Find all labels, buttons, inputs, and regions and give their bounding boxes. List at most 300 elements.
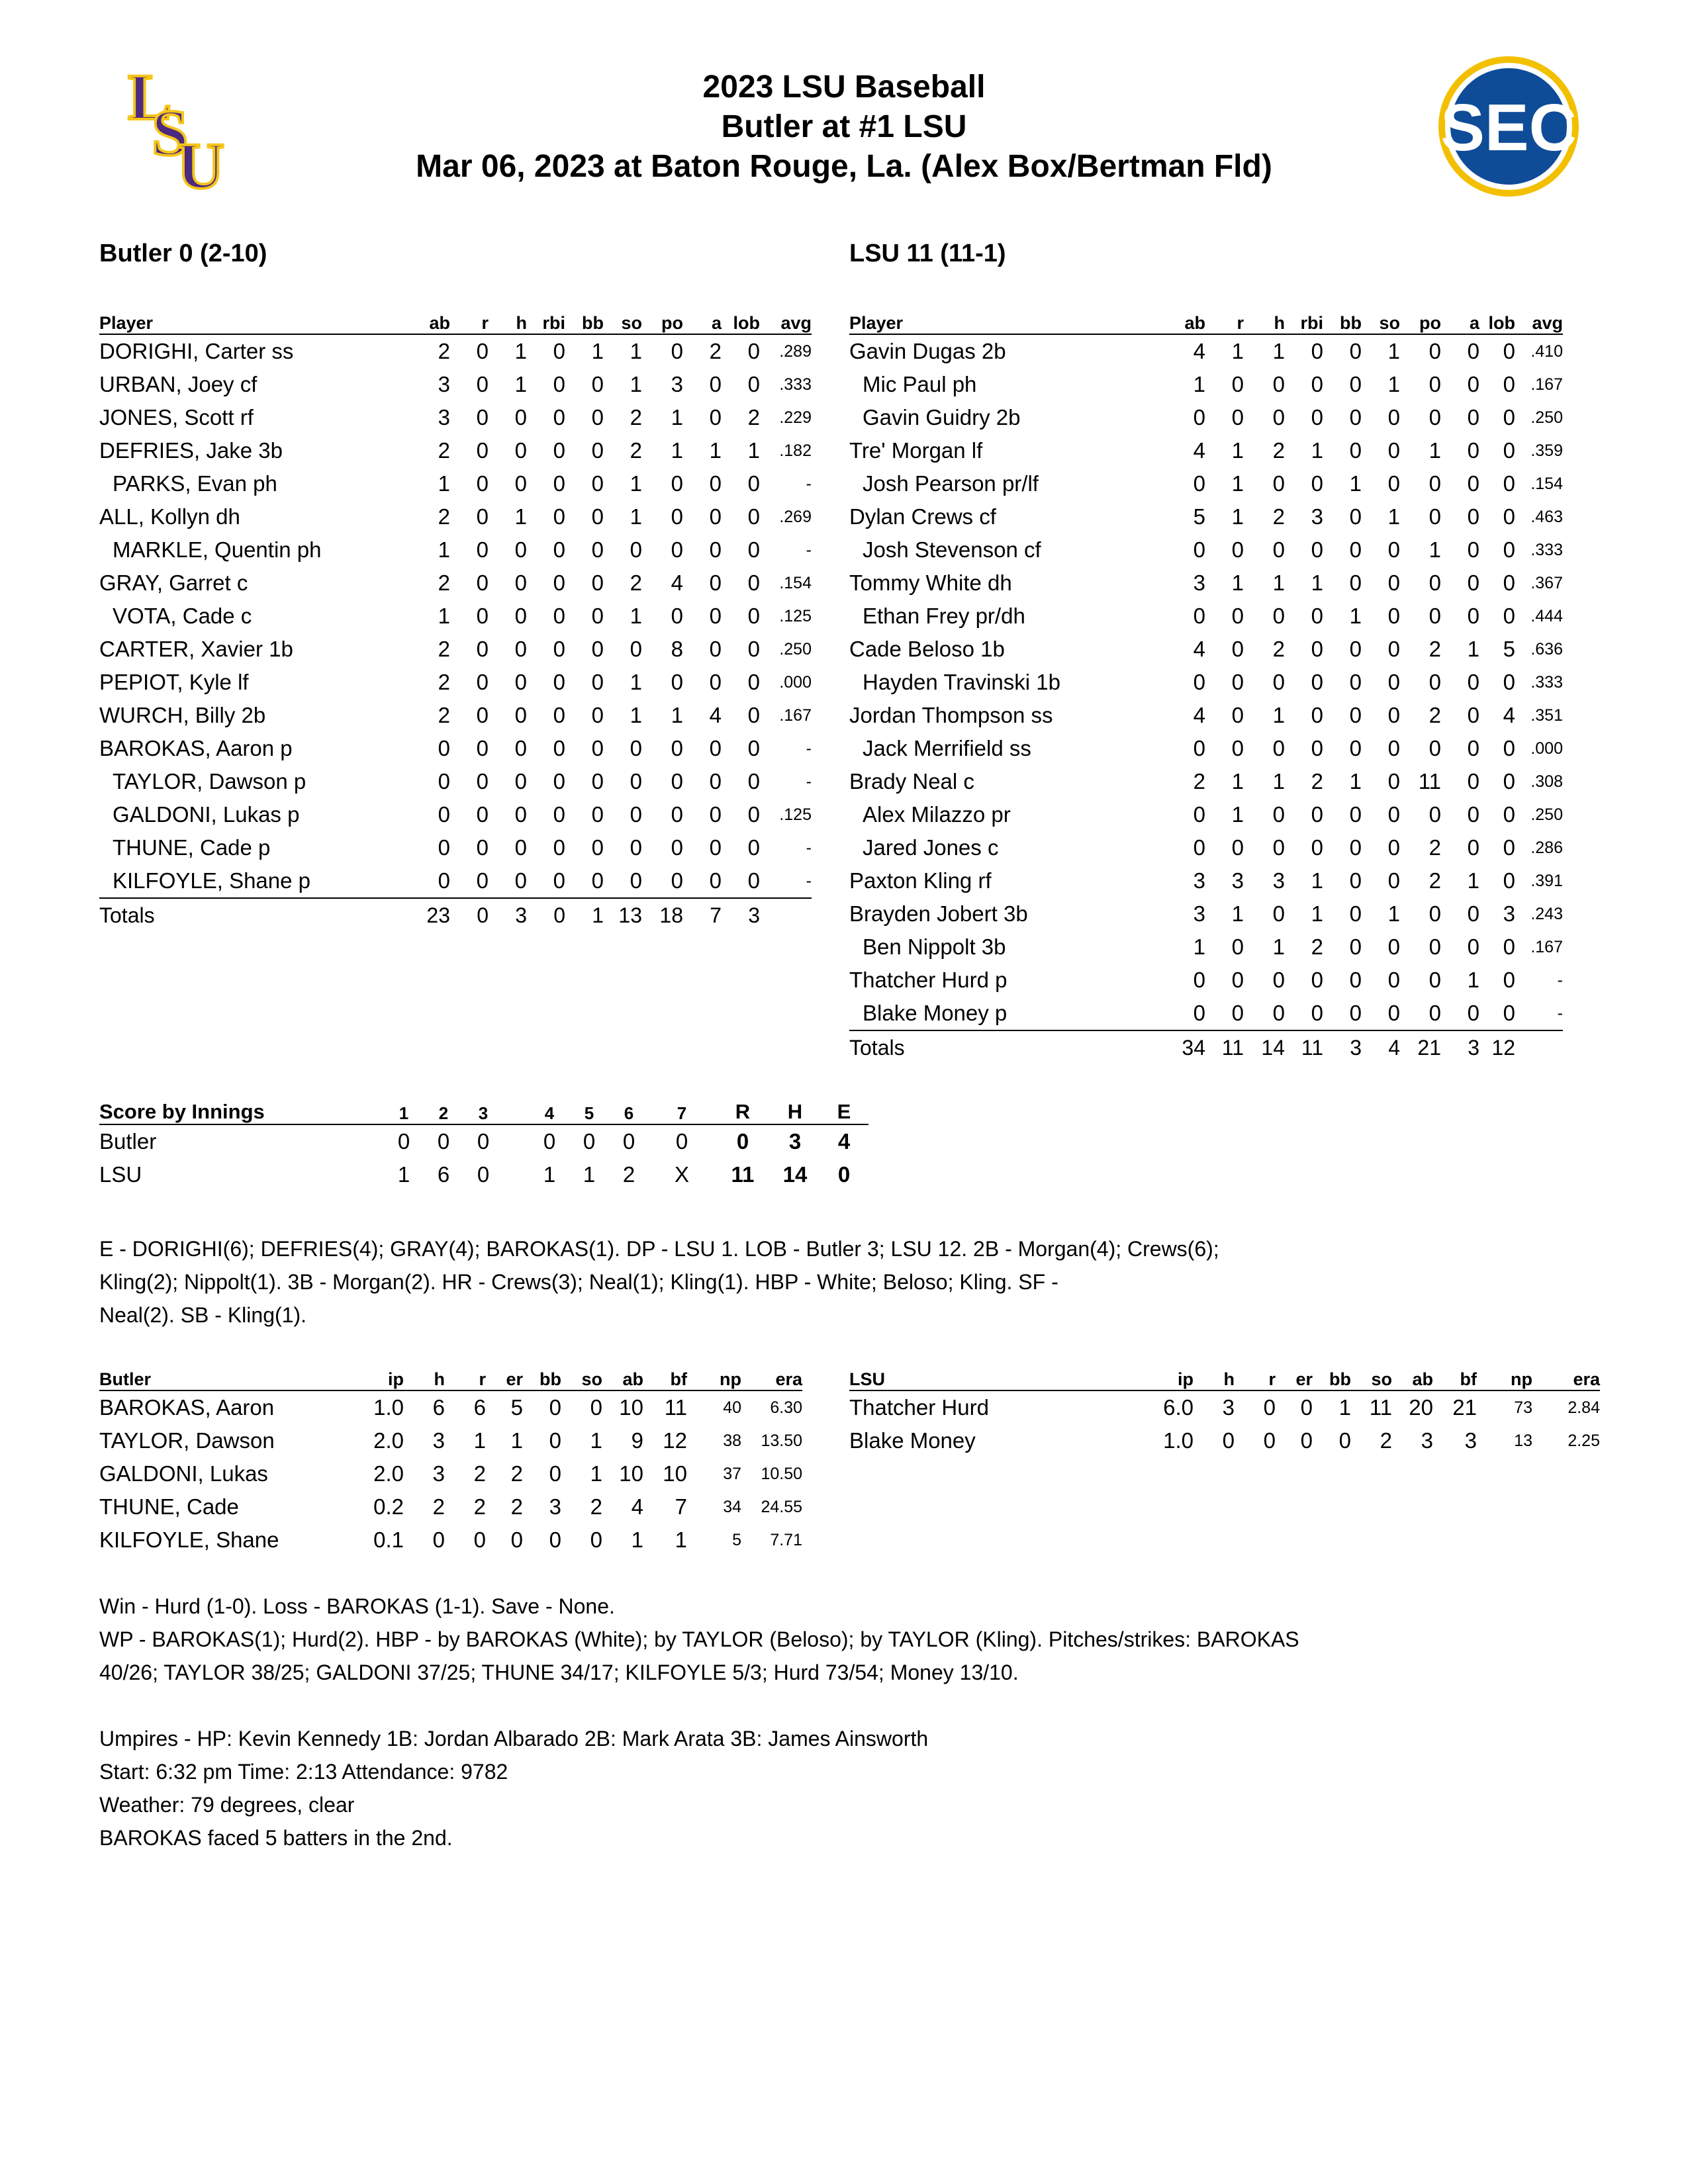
stat-cell: 2 [438, 570, 450, 595]
stat-cell: 3 [1464, 1428, 1477, 1453]
stat-cell: 0 [1429, 339, 1441, 363]
stat-cell: 0 [510, 1527, 523, 1552]
stat-cell: 1 [1272, 703, 1285, 727]
stat-cell: 0 [438, 769, 450, 794]
svg-text:S: S [152, 96, 189, 169]
stat-cell: 2 [630, 438, 642, 463]
stat-cell: 0 [476, 438, 489, 463]
stat-cell: 0 [591, 637, 604, 661]
stat-cell: 0 [476, 802, 489, 827]
stat-cell: 1 [590, 1428, 602, 1453]
stat-cell: 0 [438, 802, 450, 827]
stat-cell: 2.25 [1568, 1431, 1600, 1450]
stat-cell: 37 [723, 1464, 741, 1483]
butler-pitching-header [99, 1367, 802, 1390]
pitcher-name: KILFOYLE, Shane [99, 1527, 279, 1552]
stat-cell: 10.50 [761, 1464, 802, 1483]
stat-cell: 0 [709, 736, 722, 760]
player-row [99, 500, 812, 533]
stat-cell: 3 [1231, 868, 1244, 893]
stat-cell: 0.2 [373, 1494, 404, 1519]
stat-cell: 0 [1429, 968, 1441, 992]
stat-cell: 0 [553, 570, 565, 595]
stat-cell: 0 [553, 670, 565, 694]
column-header: np [687, 1367, 741, 1390]
stat-cell: 0 [476, 471, 489, 496]
stat-cell: 0 [709, 537, 722, 562]
stat-cell: 0 [1349, 901, 1362, 926]
stat-cell: 2 [510, 1461, 523, 1486]
stat-cell: 0 [591, 670, 604, 694]
column-header: era [1532, 1367, 1600, 1390]
player-row [99, 864, 812, 898]
stat-cell: 0 [1479, 997, 1515, 1030]
player-name: Gavin Guidry 2b [863, 405, 1021, 430]
player-row [849, 864, 1563, 897]
pitcher-name: BAROKAS, Aaron [99, 1395, 275, 1420]
stat-cell: 1 [671, 703, 683, 727]
player-row [849, 699, 1563, 732]
stat-cell: 0 [1349, 802, 1362, 827]
stat-cell: 0 [1503, 604, 1515, 628]
stat-cell: 0 [671, 736, 683, 760]
column-header: so [561, 1367, 602, 1390]
totals-label: Totals [849, 1035, 905, 1060]
stat-cell: 0 [1263, 1428, 1276, 1453]
stat-cell: 0 [709, 637, 722, 661]
stat-cell: 0 [1349, 934, 1362, 959]
stat-cell: 0 [1387, 736, 1400, 760]
stat-cell: 0 [709, 769, 722, 794]
stat-cell: 0 [671, 504, 683, 529]
player-row [849, 434, 1563, 467]
score-row-butler [99, 1124, 868, 1158]
player-name: URBAN, Joey cf [99, 372, 258, 396]
stat-cell: 7 [675, 1494, 687, 1519]
stat-cell: 0 [553, 438, 565, 463]
stat-cell: 3 [432, 1461, 445, 1486]
player-name: Gavin Dugas 2b [849, 339, 1006, 363]
player-name: Tommy White dh [849, 570, 1012, 595]
stat-cell: 0 [476, 570, 489, 595]
stat-cell: 0 [1387, 802, 1400, 827]
stat-cell: 1 [1349, 471, 1362, 496]
stat-cell: 0 [476, 769, 489, 794]
player-name: WURCH, Billy 2b [99, 703, 266, 727]
stat-cell: 0 [1467, 471, 1479, 496]
stat-cell: 0 [553, 405, 565, 430]
stat-cell: 2 [1429, 868, 1441, 893]
stat-cell: 0 [709, 405, 722, 430]
stat-cell: 0 [747, 537, 760, 562]
stat-cell: 2 [1429, 637, 1441, 661]
stat-cell: .167 [1530, 375, 1563, 394]
player-name: JONES, Scott rf [99, 405, 254, 430]
totals-cell: 13 [618, 903, 642, 927]
stat-cell: 0 [553, 802, 565, 827]
stat-cell: 0 [1429, 604, 1441, 628]
stat-cell: 0 [514, 471, 527, 496]
player-row [99, 467, 812, 500]
column-header: era [741, 1367, 802, 1390]
stat-cell: 0 [514, 637, 527, 661]
player-row [849, 401, 1563, 434]
stat-cell: 2.84 [1568, 1398, 1600, 1417]
stat-cell: 1 [1387, 504, 1400, 529]
stat-cell: 2 [1272, 637, 1285, 661]
stat-cell: 0 [1429, 570, 1441, 595]
stat-cell: 0 [1503, 339, 1515, 363]
stat-cell: 0 [1387, 670, 1400, 694]
player-name: VOTA, Cade c [113, 604, 252, 628]
stat-cell: .243 [1530, 904, 1563, 923]
stat-cell: 0 [747, 570, 760, 595]
stat-cell: 1.0 [373, 1395, 404, 1420]
stat-cell: 0 [1467, 438, 1479, 463]
stat-cell: 0 [1160, 997, 1205, 1030]
errors-header: E [820, 1096, 868, 1124]
stat-cell: 0 [1429, 471, 1441, 496]
stat-cell: 13 [1514, 1431, 1532, 1450]
stat-cell: 2.0 [373, 1461, 404, 1486]
stat-cell: .269 [779, 507, 812, 526]
pitcher-row [99, 1490, 802, 1524]
inning-score: 0 [477, 1129, 490, 1154]
stat-cell: 0 [630, 835, 642, 860]
column-header: h [489, 311, 527, 334]
stat-cell: 0 [1400, 997, 1441, 1030]
stat-cell: 10 [619, 1395, 643, 1420]
stat-cell: 5 [732, 1530, 741, 1549]
player-row [849, 368, 1563, 401]
stat-cell: 0 [1467, 703, 1479, 727]
player-name: GALDONI, Lukas p [113, 802, 300, 827]
stat-cell: 0 [591, 438, 604, 463]
inning-1-header: 1 [384, 1096, 424, 1124]
stat-cell: 9 [631, 1428, 643, 1453]
player-row [99, 401, 812, 434]
stat-cell: 0 [476, 405, 489, 430]
stat-cell: 3 [1193, 901, 1205, 926]
stat-cell: .250 [1530, 408, 1563, 427]
stat-cell: 1 [1387, 901, 1400, 926]
stat-cell: 0 [1272, 405, 1285, 430]
stat-cell: 3 [1222, 1395, 1235, 1420]
stat-cell: 0 [1311, 372, 1323, 396]
stat-cell: 0 [709, 471, 722, 496]
stat-cell: 12 [663, 1428, 687, 1453]
player-row [849, 964, 1563, 997]
stat-cell: 0 [1193, 736, 1205, 760]
stat-cell: 3 [1503, 901, 1515, 926]
stat-cell: 1 [1231, 471, 1244, 496]
column-header: bb [523, 1367, 561, 1390]
stat-cell: 5 [1193, 504, 1205, 529]
stat-cell: 0 [1429, 901, 1441, 926]
player-row [99, 600, 812, 633]
player-row [99, 633, 812, 666]
player-row [849, 798, 1563, 831]
stat-cell: 4 [1193, 703, 1205, 727]
stat-cell: 0 [1387, 570, 1400, 595]
column-header: lob [1479, 311, 1515, 334]
player-row [849, 931, 1563, 964]
stat-cell: 0 [1193, 471, 1205, 496]
stat-cell: .333 [779, 375, 812, 394]
stat-cell: 1 [1387, 372, 1400, 396]
stat-cell: - [806, 838, 812, 857]
player-name: Ethan Frey pr/dh [863, 604, 1025, 628]
stat-cell: 0 [747, 703, 760, 727]
stat-cell: 0 [747, 802, 760, 827]
stat-cell: .351 [1530, 705, 1563, 725]
stat-cell: 0 [476, 372, 489, 396]
stat-cell: 0 [1231, 968, 1244, 992]
stat-cell: 2 [1380, 1428, 1392, 1453]
stat-cell: 1 [1231, 570, 1244, 595]
stat-cell: 0 [553, 769, 565, 794]
stat-cell: 0 [1349, 835, 1362, 860]
stat-cell: 21 [1452, 1395, 1477, 1420]
stat-cell: 0 [1272, 901, 1285, 926]
stat-cell: 1 [747, 438, 760, 463]
totals-cell: 7 [710, 903, 722, 927]
stat-cell: 0 [1272, 372, 1285, 396]
stat-cell: .286 [1530, 838, 1563, 857]
totals-cell: 23 [426, 903, 450, 927]
stat-cell: 0 [1311, 339, 1323, 363]
stat-cell: 5 [1503, 637, 1515, 661]
footnote-line: BAROKAS faced 5 batters in the 2nd. [99, 1826, 453, 1850]
stat-cell: 0 [1222, 1428, 1235, 1453]
player-row [849, 831, 1563, 864]
stat-cell: 0 [476, 339, 489, 363]
stat-cell: .391 [1530, 871, 1563, 890]
stat-cell: .463 [1530, 507, 1563, 526]
totals-row [849, 1030, 1563, 1064]
stat-cell: .000 [779, 672, 812, 692]
inning-6-header: 6 [609, 1096, 649, 1124]
stat-cell: 0 [1231, 670, 1244, 694]
stat-cell: 1 [1387, 339, 1400, 363]
inning-7-header: 7 [649, 1096, 715, 1124]
stat-cell: 1 [1349, 604, 1362, 628]
column-header: ab [1160, 311, 1205, 334]
player-name: KILFOYLE, Shane p [99, 864, 404, 898]
butler-batting-table [99, 311, 812, 932]
stat-cell: .250 [779, 639, 812, 659]
stat-cell: 1 [1272, 934, 1285, 959]
column-header: Player [849, 311, 1160, 334]
pitcher-row [99, 1457, 802, 1490]
stat-cell: 0 [604, 864, 642, 898]
stat-cell: 0 [476, 637, 489, 661]
stat-cell: 0 [438, 736, 450, 760]
column-header: r [1205, 311, 1244, 334]
stat-cell: 0 [514, 570, 527, 595]
player-row [99, 567, 812, 600]
stat-cell: 1 [630, 372, 642, 396]
player-name: THUNE, Cade p [113, 835, 271, 860]
player-row [849, 732, 1563, 765]
stat-cell: 0 [747, 670, 760, 694]
stat-cell: 0 [1193, 537, 1205, 562]
inning-4-header: 4 [530, 1096, 569, 1124]
stat-cell: 0 [549, 1461, 561, 1486]
player-row [99, 765, 812, 798]
player-name: Mic Paul ph [863, 372, 977, 396]
stat-cell: 11 [1418, 769, 1441, 794]
column-header: lob [722, 311, 760, 334]
stat-cell: 0 [1311, 604, 1323, 628]
stat-cell: 0 [591, 835, 604, 860]
stat-cell: 0 [642, 864, 683, 898]
stat-cell: 0 [553, 504, 565, 529]
stat-cell: 0 [438, 835, 450, 860]
column-header: er [486, 1367, 523, 1390]
stat-cell: 0 [553, 637, 565, 661]
stat-cell: 0 [1467, 604, 1479, 628]
stat-cell: 0 [476, 835, 489, 860]
stat-cell: - [806, 772, 812, 791]
stat-cell: 6.0 [1163, 1395, 1194, 1420]
stat-cell: 0 [1338, 1428, 1351, 1453]
inning-score: 1 [543, 1162, 556, 1187]
stat-cell: 0 [591, 604, 604, 628]
stat-cell: 1 [630, 604, 642, 628]
stat-cell: 0 [1231, 703, 1244, 727]
score-team: LSU [99, 1162, 142, 1187]
stat-cell: 0 [1231, 405, 1244, 430]
column-header: h [1244, 311, 1285, 334]
stat-cell: 0 [1311, 405, 1323, 430]
stat-cell: 0 [747, 604, 760, 628]
stat-cell: 2 [510, 1494, 523, 1519]
weather-line: Weather: 79 degrees, clear [99, 1793, 355, 1817]
stat-cell: 0 [1429, 504, 1441, 529]
stat-cell: 0 [1503, 405, 1515, 430]
inning-score: 0 [543, 1129, 556, 1154]
stat-cell: .167 [779, 705, 812, 725]
stat-cell: 1 [1467, 868, 1479, 893]
stat-cell: 0 [476, 703, 489, 727]
inning-score: 6 [437, 1162, 450, 1187]
stat-cell: 0 [1349, 637, 1362, 661]
player-name: Brayden Jobert 3b [849, 901, 1028, 926]
hits-total: 14 [782, 1162, 808, 1187]
stat-cell: 1 [1272, 570, 1285, 595]
stat-cell: 1 [630, 504, 642, 529]
stat-cell: .333 [1530, 672, 1563, 692]
stat-cell: 0 [1231, 835, 1244, 860]
column-header: np [1477, 1367, 1532, 1390]
stat-cell: .154 [1530, 474, 1563, 493]
stat-cell: 0 [565, 864, 604, 898]
stat-cell: .359 [1530, 441, 1563, 460]
inning-2-header: 2 [424, 1096, 463, 1124]
stat-cell: 40 [723, 1398, 741, 1417]
player-name: DEFRIES, Jake 3b [99, 438, 283, 463]
stat-cell: 0 [1349, 537, 1362, 562]
stat-cell: 0 [514, 769, 527, 794]
stat-cell: 2 [438, 438, 450, 463]
column-header: bb [1313, 1367, 1351, 1390]
inning-score: 1 [583, 1162, 596, 1187]
stat-cell: 0 [549, 1428, 561, 1453]
player-row [849, 567, 1563, 600]
svg-text:U: U [177, 129, 225, 191]
stat-cell: 3 [1193, 868, 1205, 893]
stat-cell: 0 [1311, 670, 1323, 694]
stat-cell: 1 [671, 405, 683, 430]
stat-cell: .308 [1530, 772, 1563, 791]
player-name: Josh Pearson pr/lf [863, 471, 1039, 496]
stat-cell: 0 [1272, 736, 1285, 760]
stat-cell: 3 [438, 372, 450, 396]
stat-cell: 0 [1311, 703, 1323, 727]
stat-cell: 0 [1387, 769, 1400, 794]
stat-cell: 0 [591, 504, 604, 529]
stat-cell: 0 [671, 604, 683, 628]
stat-cell: 2 [438, 637, 450, 661]
stat-cell: 2 [1429, 703, 1441, 727]
stat-cell: 0 [1467, 537, 1479, 562]
stat-cell: 0 [709, 670, 722, 694]
stat-cell: 1 [1311, 570, 1323, 595]
stat-cell: 4 [1503, 703, 1515, 727]
stat-cell: 0 [473, 1527, 486, 1552]
stat-cell: 1 [1429, 537, 1441, 562]
pitcher-row [99, 1524, 802, 1557]
stat-cell: 1 [1231, 802, 1244, 827]
stat-cell: 2 [438, 703, 450, 727]
stat-cell: 1 [1338, 1395, 1351, 1420]
column-header: ip [1141, 1367, 1194, 1390]
player-name: MARKLE, Quentin ph [113, 537, 322, 562]
totals-cell: 21 [1417, 1035, 1441, 1060]
stat-cell: .229 [779, 408, 812, 427]
stat-cell: 3 [1421, 1428, 1433, 1453]
stat-cell: 0 [553, 471, 565, 496]
stat-cell: 1 [510, 1428, 523, 1453]
stat-cell: 0 [476, 604, 489, 628]
stat-cell: 0 [1503, 835, 1515, 860]
stat-cell: 0 [1387, 405, 1400, 430]
stat-cell: 0 [1272, 537, 1285, 562]
stat-cell: 0 [630, 736, 642, 760]
stat-cell: .000 [1530, 739, 1563, 758]
column-header: so [1351, 1367, 1392, 1390]
player-row [849, 500, 1563, 533]
stat-cell: 0 [591, 736, 604, 760]
pitcher-row [99, 1424, 802, 1457]
stat-cell: 6 [432, 1395, 445, 1420]
player-row [99, 434, 812, 467]
stat-cell: 0 [1441, 997, 1479, 1030]
sec-logo [1435, 53, 1582, 200]
stat-cell: 0 [1467, 769, 1479, 794]
player-name: Paxton Kling rf [849, 868, 992, 893]
stat-cell: 1 [709, 438, 722, 463]
column-header: ab [404, 311, 450, 334]
stat-cell: 38 [723, 1431, 741, 1450]
stat-cell: 1 [1272, 769, 1285, 794]
column-header: ab [602, 1367, 643, 1390]
player-row [99, 732, 812, 765]
pitcher-name: Blake Money [849, 1428, 976, 1453]
stat-cell: 0 [591, 570, 604, 595]
inning-score: 0 [583, 1129, 596, 1154]
